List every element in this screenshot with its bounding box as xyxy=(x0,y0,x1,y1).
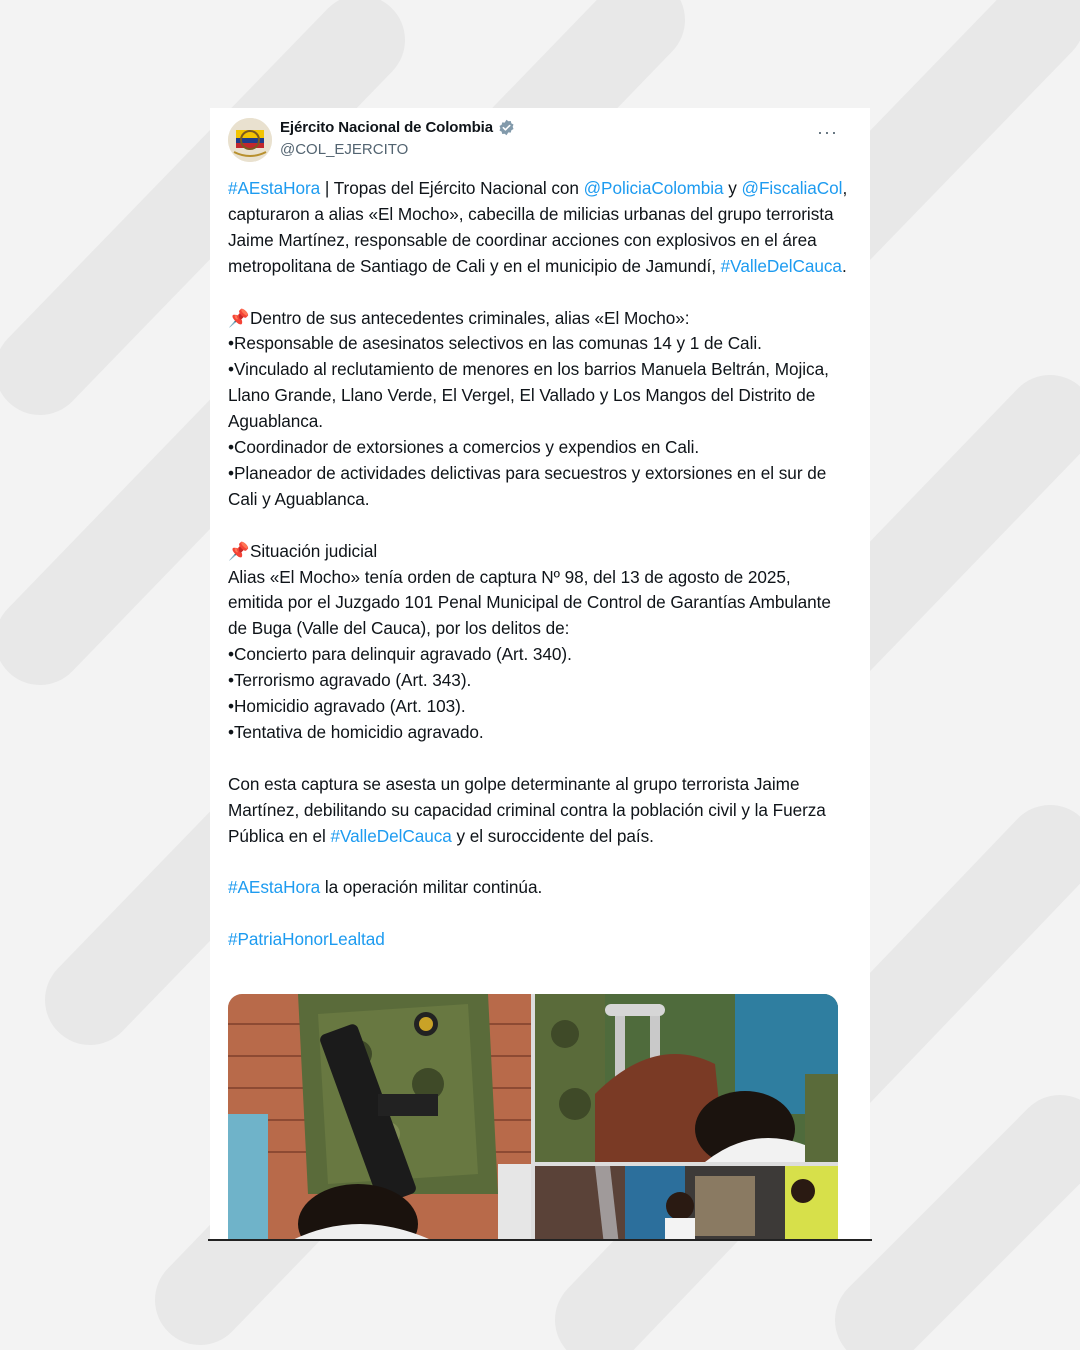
list-item: •Tentativa de homicidio agravado. xyxy=(228,722,484,742)
photo-soldier-with-rifle[interactable] xyxy=(228,994,531,1240)
author-name[interactable]: Ejército Nacional de Colombia xyxy=(280,119,493,136)
author-name-row xyxy=(280,119,515,136)
paragraph-hashtag xyxy=(228,927,850,953)
paragraph-judicial: Alias «El Mocho» tenía orden de captura Nº 98, del 13 de agosto de 2025, emitida por el Juzgado 101 Penal Municipal de Control de Garantías Ambulante de Buga (Valle del Cauca), por los delitos de: xyxy=(228,566,831,639)
list-item: •Planeador de actividades delictivas para secuestros y extorsiones en el sur de Cali y Aguablanca. xyxy=(228,462,827,509)
hashtag-link[interactable]: #AEstaHora xyxy=(228,178,321,198)
paragraph-operation: #AEstaHora la operación militar continúa. xyxy=(228,877,543,898)
section-heading: 📌Dentro de sus antecedentes criminales, alias «El Mocho»: xyxy=(228,306,850,332)
media-grid xyxy=(228,994,838,1240)
post-text xyxy=(228,176,850,953)
more-icon[interactable]: ··· xyxy=(817,122,838,142)
list-item: •Vinculado al reclutamiento de menores en los barrios Manuela Beltrán, Mojica, Llano Grande, Llano Verde, El Vergel, El Vallado y Los Mangos del Distrito de Aguablanca. xyxy=(228,359,829,432)
list-item: •Responsable de asesinatos selectivos en las comunas 14 y 1 de Cali. xyxy=(228,333,762,354)
hashtag-link[interactable]: #AEstaHora xyxy=(228,877,321,898)
mention-link[interactable]: @PoliciaColombia xyxy=(583,178,724,198)
post-card xyxy=(210,108,870,1240)
list-item: •Concierto para delinquir agravado (Art. 340). xyxy=(228,644,572,665)
pushpin-icon: 📌 xyxy=(228,540,250,561)
card-divider xyxy=(208,1239,872,1241)
photo-detainee-chair[interactable] xyxy=(535,994,838,1162)
paragraph-intro: #AEstaHora | Tropas del Ejército Nacional con @PoliciaColombia y @FiscaliaCol, capturaron a alias «El Mocho», cabecilla de milicias urbanas del grupo terrorista Jaime Martínez, responsable de coordinar acciones con explosivos en el área metropolitana de Santiago de Cali y en el municipio de Jamundí, #ValleDelCauca. xyxy=(228,178,848,276)
pushpin-icon: 📌 xyxy=(228,307,250,328)
photo-detainee-room[interactable] xyxy=(535,1166,838,1240)
mention-link[interactable]: @FiscaliaCol xyxy=(741,178,843,198)
army-emblem-icon xyxy=(228,118,272,162)
post-header xyxy=(228,118,852,168)
verified-badge-icon xyxy=(498,119,515,136)
list-item: •Terrorismo agravado (Art. 343). xyxy=(228,670,472,691)
hashtag-link[interactable]: #ValleDelCauca xyxy=(330,825,452,846)
hashtag-link[interactable]: #ValleDelCauca xyxy=(720,255,842,276)
author-handle[interactable]: @COL_EJERCITO xyxy=(280,141,409,158)
hashtag-link[interactable]: #PatriaHonorLealtad xyxy=(228,929,385,950)
paragraph-conclusion: Con esta captura se asesta un golpe determinante al grupo terrorista Jaime Martínez, debilitando su capacidad criminal contra la población civil y la Fuerza Pública en el #ValleDelCauca y el suroccidente del país. xyxy=(228,773,826,846)
section-heading: 📌Situación judicial xyxy=(228,539,850,565)
list-item: •Homicidio agravado (Art. 103). xyxy=(228,696,466,717)
list-item: •Coordinador de extorsiones a comercios y expendios en Cali. xyxy=(228,437,700,458)
avatar[interactable] xyxy=(228,118,272,162)
